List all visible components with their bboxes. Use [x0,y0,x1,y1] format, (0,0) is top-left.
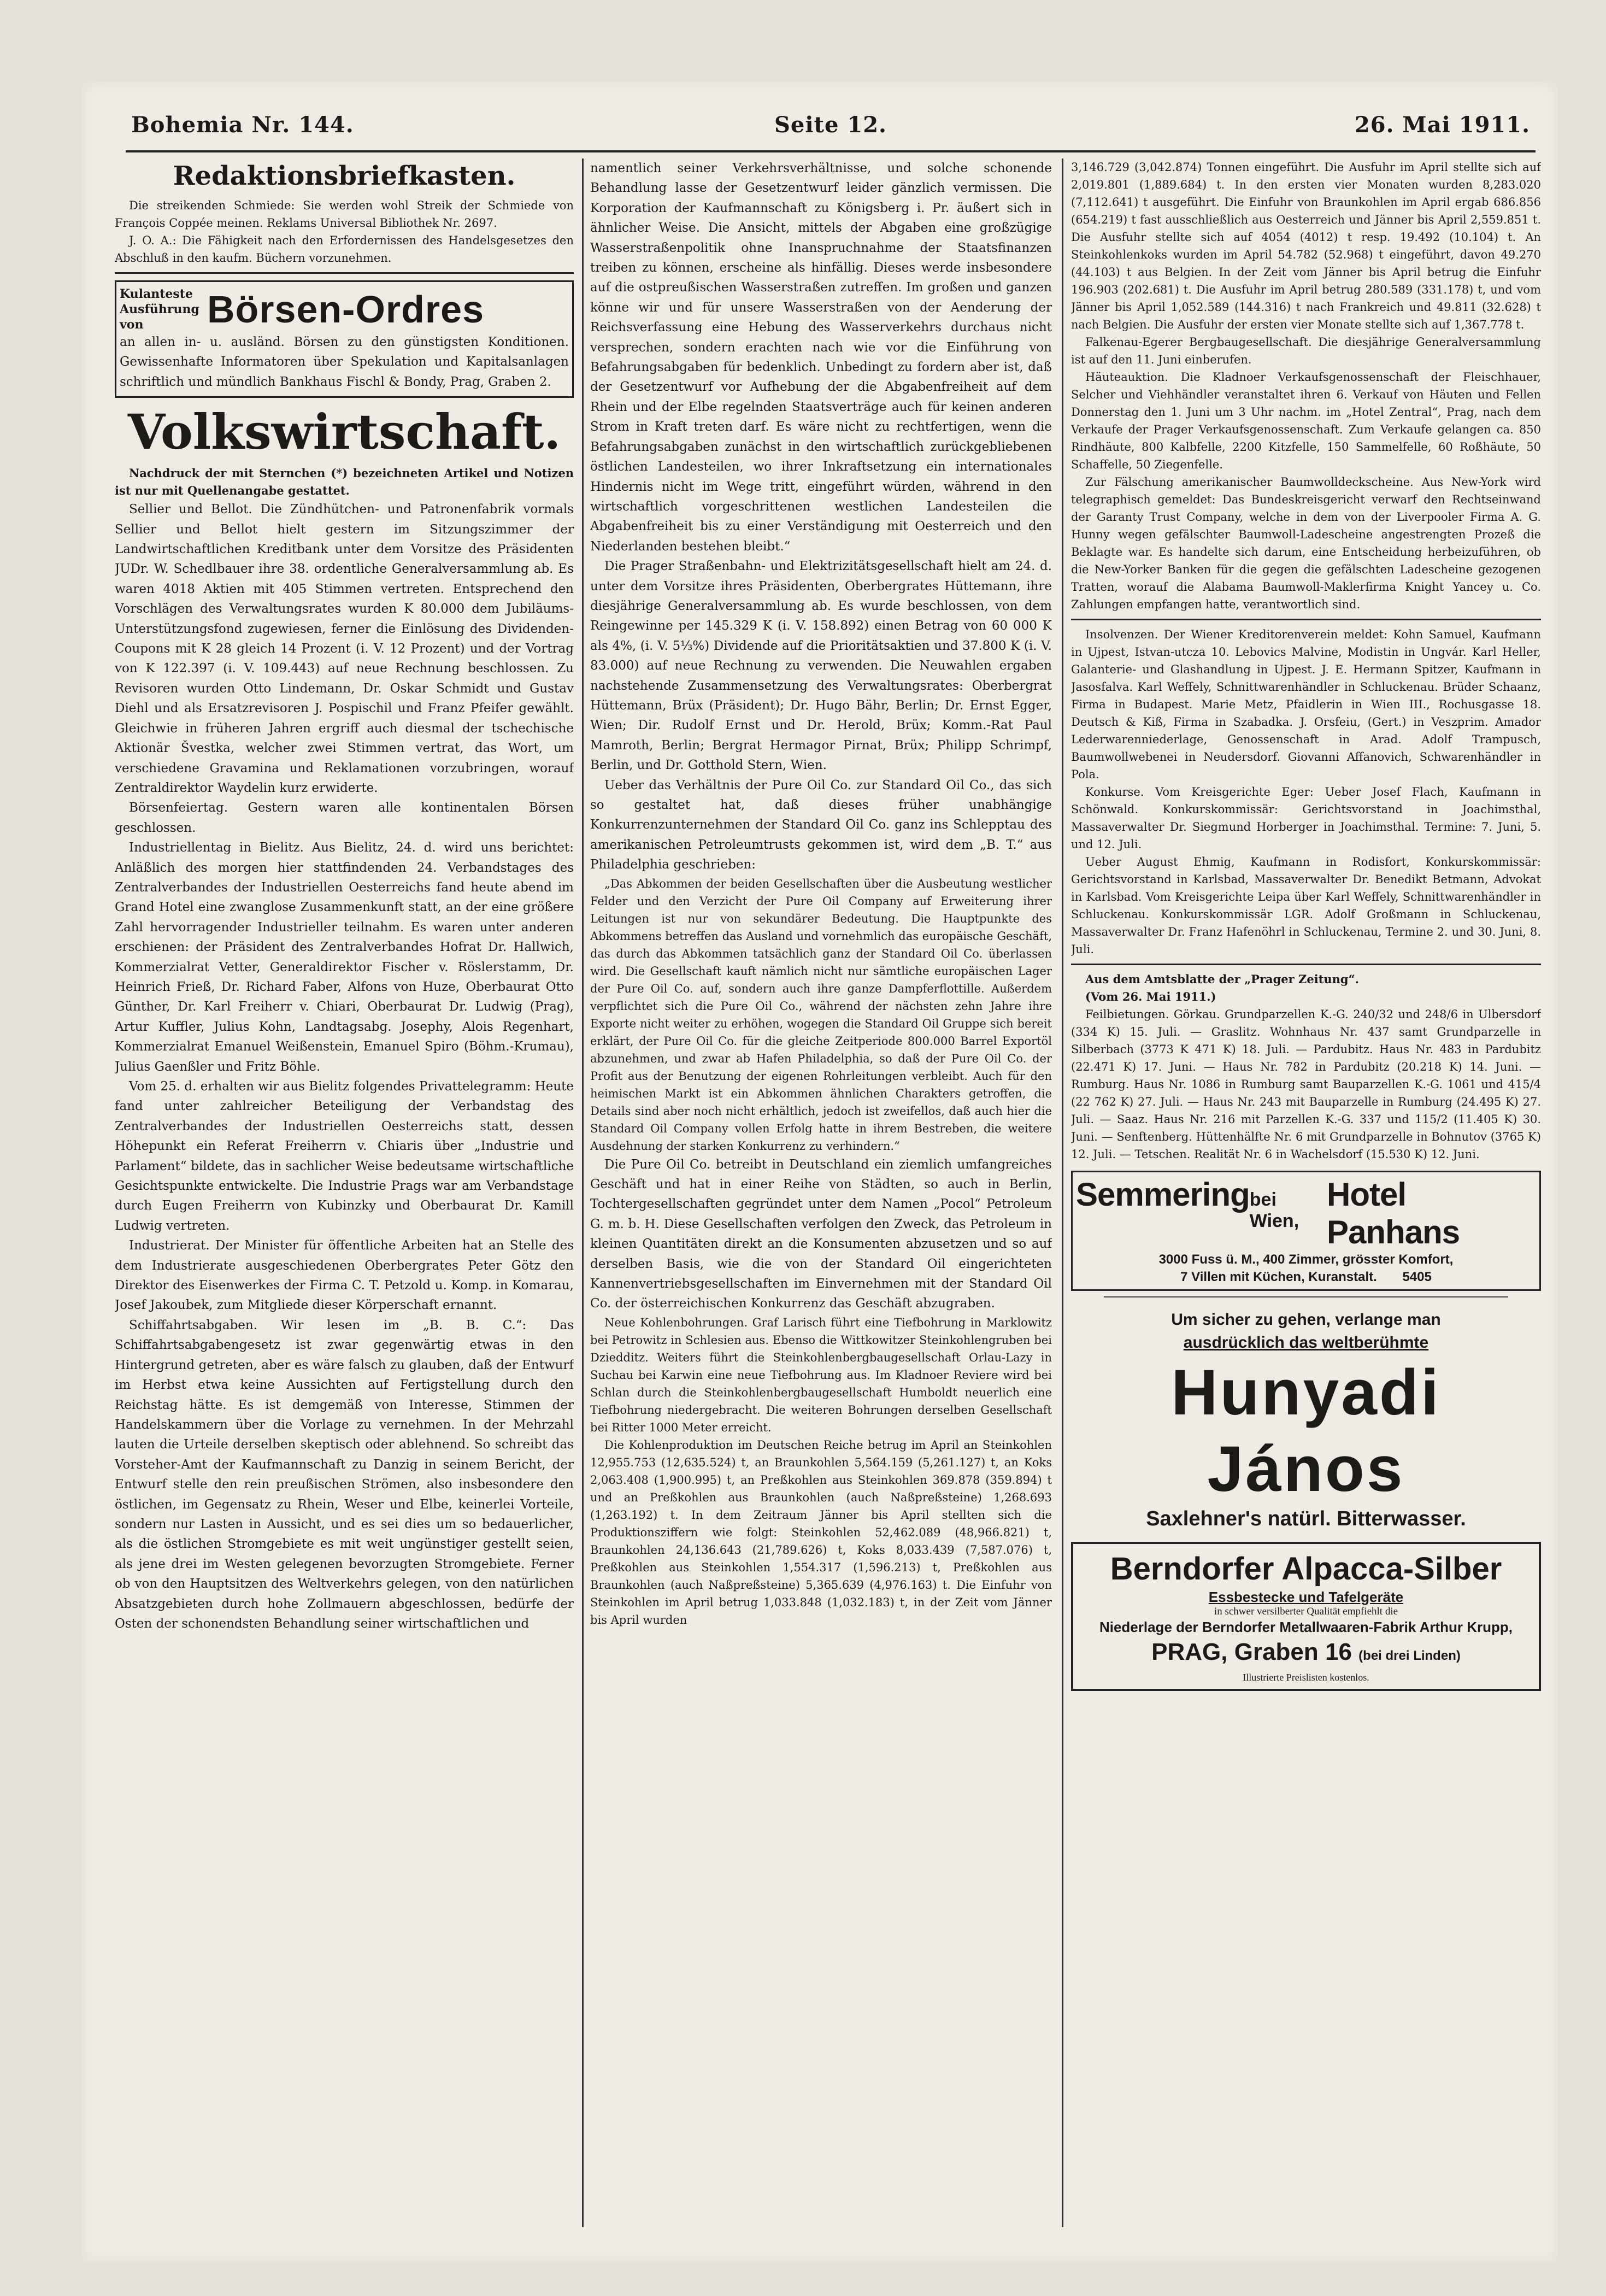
article-strassenbahn: Die Prager Straßenbahn- und Elektrizitätsgesellschaft hielt am 24. d. unter dem Vorsitze ihres Präsidenten, Oberbergrates Hüttemann, ihre diesjährige Generalversammlung ab. Es wurde beschlossen, von dem Reingewinne per 145.329 K (i. V. 158.892) einen Betrag von 60 000 K als 4%, (i. V. 5⅓%) Dividende auf die Prioritätsaktien und 37.800 K (i. V. 83.000) auf neue Rechnung zu verwenden. Die Neuwahlen ergaben nachstehende Zusammensetzung des Verwaltungsrates: Oberbergrat Hüttemann, Brüx (Präsident); Dr. Hugo Bähr, Berlin; Dr. Ernst Egger, Wien; Dir. Rudolf Ernst und Dr. Herold, Brüx; Komm.-Rat Paul Mamroth, Berlin; Bergrat Hermagor Pirnat, Brüx; Philipp Schrimpf, Berlin, und Dr. Gotthold Stern, Wien. [590,559,1052,773]
column-middle [590,158,1052,2227]
page-number: Seite 12. [774,112,887,138]
article-feilbietungen: Feilbietungen. Görkau. Grundparzellen K.-G. 240/32 und 248/6 in Ulbersdorf (334 K) 15. Juli. — Graslitz. Wohnhaus Nr. 437 samt Grundparzelle in Silberbach (3773 K 471 K) 18. Juli. — Pardubitz. Haus Nr. 483 in Pardubitz (22.471 K) 17. Juni. — Haus Nr. 782 in Pardubitz (20.218 K) 14. Juni. — Rumburg. Haus Nr. 1086 in Rumburg samt Bauparzellen K.-G. 1061 und 415/4 (22 762 K) 27. Juli. — Haus Nr. 243 mit Bauparzelle in Rumburg (24.495 K) 27. Juli. — Saaz. Haus Nr. 216 mit Parzellen K.-G. 337 und 115/2 (11.405 K) 30. Juni. — Senftenberg. Hüttenhälfte Nr. 6 mit Grundparzelle in Bohnutov (3765 K) 12. Juli. — Tetschen. Realität Nr. 6 in Wachelsdorf (15.530 K) 12. Juni. [1071,1008,1541,1161]
ad-code: 5405 [1402,1270,1432,1284]
section-title-briefkasten: Redaktionsbriefkasten. [173,161,516,191]
article-insolvenzen: Insolvenzen. Der Wiener Kreditorenverein meldet: Kohn Samuel, Kaufmann in Ujpest, Istvan-utcza 10. Lebovics Malvine, Modistin in Ungvár. Karl Heller, Galanterie- und Glashandlung in Ujpest. J. E. Hermann Spitzer, Kaufmann in Jasosfalva. Karl Weffely, Schnittwarenhändler in Schluckenau. Brüder Schaanz, Firma in Budapest. Marie Metz, Pfaidlerin in Wien III., Rochusgasse 18. Deutsch & Kiß, Firma in Szabadka. J. Orsfeiu, (Gert.) in Veszprim. Amador Lederwarenniederlage, Genossenschaft in Arad. Adolf Trampusch, Baumwollwebenei in Neudersdorf. Giovanni Affanovich, Schwarenhändler in Pola. [1071,628,1541,781]
article-boersenfeiertag: Börsenfeiertag. Gestern waren alle kontinentalen Börsen geschlossen. [115,801,574,835]
article-industriellentag-cont: Vom 25. d. erhalten wir aus Bielitz folgendes Privattelegramm: Heute fand unter zahlreicher Beteiligung der Verbandstag des Zentralverbandes der Industriellen Oesterreichs statt, dessen Höhepunkt ein Referat Freiherrn v. Chiaris über „Industrie und Parlament“ bildete, das in sachlicher Weise bedeutsame wirtschaftliche Gesichtspunkte entwickelte. Die Industrie Prags war am Verbandstage durch Eugen Freiherrn von Kubinzky und Oberbaurat Dr. Kamill Ludwig vertreten. [115,1079,574,1233]
ad-hunyadi-janos [1071,1308,1541,1531]
article-schiffahrtsabgaben-cont: namentlich seiner Verkehrsverhältnisse, und solche schonende Behandlung lasse der Gesetzentwurf leider gänzlich vermissen. Die Korporation der Kaufmannschaft zu Königsberg i. Pr. äußert sich in ähnlicher Weise. Die Ansicht, mittels der Abgaben eine großzügige Wasserstraßenpolitik ohne Inanspruchnahme der Staatsfinanzen treiben zu können, erscheine als hinfällig. Dieses werde insbesondere auf die ostpreußischen Wasserstraßen zutreffen. Im großen und ganzen könne wir und für unsere Wasserstraßen von der Aenderung der Reichsverfassung eine Hebung des Wasserverkehrs durchaus nicht versprechen, sondern erachten nach wie vor die Einführung von Befahrungsabgaben für bedenklich. Unbedingt zu fordern aber ist, daß der Gesetzentwurf vor Aufhebung der die Abgabenfreiheit auf dem Rhein und der Elbe regelnden Staatsverträge auch für keinen anderen Strom in Kraft treten darf. Es wäre nicht zu rechtfertigen, wenn die Befahrungsabgaben zunächst in den wirtschaftlich zurückgebliebenen östlichen Landesteilen, wo ihrer Inkraftsetzung ein internationales Hindernis nicht im Wege tritt, eingeführt würden, während in den wirtschaftlich vorgeschrittenen westlichen Landesteilen die Abgabenfreiheit bis zu einer Verständigung mit Oesterreich und den Niederlanden bestehen bleibt.“ [590,161,1052,554]
ad-boersen-ordres [115,280,574,398]
article-kohlenproduktion-cont: 3,146.729 (3,042.874) Tonnen eingeführt. Die Ausfuhr im April stellte sich auf 2,019.801 (1,889.684) t. In den ersten vier Monaten wurden 8,283.020 (7,112.641) t ausgeführt. Die Einfuhr von Braunkohlen im April ergab 686.856 (654.219) t fast ausschließlich aus Oesterreich und Jänner bis April 2,559.851 t. Die Ausfuhr stellte sich auf 4054 (4012) t resp. 19.492 (10.104) t. An Steinkohlenkoks wurden im April 54.782 (52.968) t eingeführt, davon 49.270 (44.103) t aus Belgien. In der Zeit vom Jänner bis April betrug die Einfuhr 196.903 (202.681) t. Die Ausfuhr im April betrug 280.589 (331.178) t, und vom Jänner bis April 1,052.589 (144.316) t nach Frankreich und 49.811 (32.628) t nach Belgien. Die Ausfuhr der ersten vier Monate stellte sich auf 1,367.778 t. [1071,161,1541,331]
article-schiffahrtsabgaben: Schiffahrtsabgaben. Wir lesen im „B. B. C.“: Das Schiffahrtsabgabengesetz ist zwar gegenwärtig etwas in den Hintergrund getreten, aber es wäre falsch zu glauben, daß der Entwurf im Herbst etwa keine Aussichten auf Fertigstellung durch den Reichstag hätte. Es ist demgemäß von Interesse, Stimmen der Handelskammern über die Vorlage zu vernehmen. In der Mehrzahl lauten die Urteile derselben skeptisch oder ablehnend. So schreibt das Vorsteher-Amt der Kaufmannschaft zu Danzig in seinem Bericht, der Entwurf stelle den rein preußischen Strömen, also insbesondere den östlichen, im Gegensatz zu Rhein, Weser und Elbe, keinerlei Vorteile, sondern nur Lasten in Aussicht, und es sei dies um so bedauerlicher, als die östlichen Stromgebiete es mit weit ungünstiger gestellt seien, als jene drei im Westen gelegenen bevorzugten Stromgebiete. Ferner ob von den Hauptsitzen des Weltverkehrs gelegen, von den natürlichen Absatzgebieten durch hohe Zollmauern abgeschlossen, bedürfe der Osten der schonendsten Behandlung seiner wirtschaftlichen und [115,1318,574,1631]
masthead [131,112,1530,145]
paper-issue: Bohemia Nr. 144. [131,112,354,138]
ad-tagline: Saxlehner's natürl. Bitterwasser. [1146,1507,1466,1530]
ad-brand: Berndorfer Alpacca-Silber [1110,1551,1502,1587]
ad-line: Essbestecke und Tafelgeräte [1208,1589,1404,1605]
divider [115,272,574,274]
ad-line: ausdrücklich das weltberühmte [1183,1334,1429,1352]
ad-headline: Börsen-Ordres [207,288,485,331]
brief-entry: J. O. A.: Die Fähigkeit nach den Erfordernissen des Handelsgesetzes den Abschluß in den kaufm. Büchern vorzunehmen. [115,234,574,265]
ad-place: Semmering [1076,1176,1250,1213]
divider [1071,964,1541,965]
ad-address-note: (bei drei Linden) [1358,1648,1461,1663]
article-kohlenbohrungen: Neue Kohlenbohrungen. Graf Larisch führt eine Tiefbohrung in Marklowitz bei Petrowitz in Schlesien aus. Ebenso die Wittkowitzer Steinkohlengruben bei Dziedditz. Weiters führt die Steinkohlenbergbaugesellschaft Orlau-Lazy in Suchau bei Karwin eine neue Tiefbohrung aus. Im Kladnoer Reviere wird bei Schlan durch die Steinkohlenbergbaugesellschaft Humboldt neuerlich eine Tiefbohrung niedergebracht. Die weiteren Bohrungen derselben Gesellschaft bei Ritter 1000 Meter erreicht. [590,1316,1052,1434]
column-divider [582,158,584,2227]
ad-hotel-name: Hotel Panhans [1327,1176,1460,1250]
column-divider [1062,158,1063,2227]
column-right [1071,158,1541,2227]
newspaper-page [82,82,1557,2263]
ad-place-sub: bei Wien, [1249,1189,1299,1231]
divider [1104,1296,1508,1297]
article-industriellentag: Industriellentag in Bielitz. Aus Bielitz, 24. d. wird uns berichtet: Anläßlich des morgen hier stattfindenden 24. Verbandstages des Zentralverbandes der Industriellen Oesterreichs fand heute abend im Grand Hotel eine zwanglose Zusammenkunft statt, an der eine größere Zahl hervorragender Industrieller teilnahm. Es waren unter anderen erschienen: der Präsident des Zentralverbandes Hofrat Dr. Hallwich, Kommerzialrat Vetter, Generaldirektor Fischer v. Röslerstamm, Dr. Heinrich Frieß, Dr. Richard Faber, Alfons von Huze, Oberbaurat Otto Günther, Dr. Karl Freiherr v. Chiari, Oberbaurat Dr. Ludwig (Prag), Artur Kuffler, Julius Kohn, Landtagsabg. Josephy, Alois Regenhart, Kommerzialrat Emanuel Weißenstein, Emanuel Spiro (Böhm.-Krumau), Julius Gaenßler und Fritz Böhle. [115,841,574,1074]
article-faelschung: Zur Fälschung amerikanischer Baumwolldeckscheine. Aus New-York wird telegraphisch gemeldet: Das Bundeskreisgericht verwarf den Rechtseinwand der Garanty Trust Company, welche in dem von der Liverpooler Firma A. G. Hunny wegen gefälschter Baumwoll-Ladescheine angestrengten Prozeß die Beklagte war. Es handelte sich darum, eine Entscheidung herbeizuführen, ob die New-Yorker Banken für die gegen die gefälschten Ladescheine gezogenen Tratten, worauf die Alabama Baumwoll-Maklerfirma Knight Yancey u. Co. Zahlungen empfangen hatte, verantwortlich sind. [1071,475,1541,611]
amtsblatt-title: Aus dem Amtsblatte der „Prager Zeitung“. [1085,972,1360,986]
ad-brand: Hunyadi János [1171,1357,1441,1505]
section-title-volkswirtschaft: Volkswirtschaft. [127,403,561,461]
ad-info: 3000 Fuss ü. M., 400 Zimmer, grösster Komfort, [1158,1252,1454,1267]
brief-entry: Die streikenden Schmiede: Sie werden wohl Streik der Schmiede von François Coppée meinen. Reklams Universal Bibliothek Nr. 2697. [115,199,574,230]
ad-kicker: Kulanteste Ausführung von [120,287,199,332]
ad-address: PRAG, Graben 16 (bei drei Linden) [1151,1639,1461,1665]
ad-body: an allen in- u. ausländ. Börsen zu den günstigsten Konditionen. Gewissenhafte Informatoren über Spekulation und Kapitalsanlagen schriftlich und mündlich Bankhaus Fischl & Bondy, Prag, Graben 2. [120,335,569,389]
ad-line: Um sicher zu gehen, verlange man [1171,1311,1441,1329]
article-pure-oil-cont: Die Pure Oil Co. betreibt in Deutschland ein ziemlich umfangreiches Geschäft und hat in einer Reihe von Städten, so auch in Berlin, Tochtergesellschaften gegründet unter dem Namen „Pocol“ Petroleum G. m. b. H. Diese Gesellschaften verfolgen den Zweck, das Petroleum in kleinen Quantitäten direkt an die Konsumenten abzusetzen und so auf derselben Basis, wie die von der Standard Oil eingerichteten Kannenvertriebsgesellschaften im Einvernehmen mit der Standard Oil Co. der österreichischen Konkurrenz das Geschäft abzugraben. [590,1157,1052,1311]
article-falkenau: Falkenau-Egerer Bergbaugesellschaft. Die diesjährige Generalversammlung ist auf den 11. Juni einberufen. [1071,336,1541,366]
ad-hotel-panhans [1071,1171,1541,1291]
amtsblatt-date: (Vom 26. Mai 1911.) [1085,990,1216,1003]
ad-line: Niederlage der Berndorfer Metallwaaren-Fabrik Arthur Krupp, [1099,1619,1513,1635]
article-konkurse-cont: Ueber August Ehmig, Kaufmann in Rodisfort, Konkurskommissär: Gerichtsvorstand in Karlsbad, Massaverwalter Dr. Benedikt Betmann, Advokat in Karlsbad. Vom Kreisgerichte Leipa über Karl Weffely, Schnittwarenhändler in Schluckenau. Konkurskommissär LGR. Adolf Großmann in Schluckenau, Massaverwalter Dr. Franz Hafenöhrl in Schluckenau, Termine 2. und 30. Juni, 8. Juli. [1071,855,1541,956]
article-kohlenproduktion: Die Kohlenproduktion im Deutschen Reiche betrug im April an Steinkohlen 12,955.753 (12,635.524) t, an Braunkohlen 5,564.159 (5,261.127) t, an Koks 2,063.408 (1,900.995) t, an Preßkohlen aus Steinkohlen 369.878 (359.894) t und an Preßkohlen aus Braunkohlen (auch Naßpreßsteine) 1,268.693 (1,263.192) t. In dem Zeitraum Jänner bis April stellten sich die Produktionsziffern wie folgt: Steinkohlen 52,462.089 (48,966.821) t, Braunkohlen 24,136.643 (21,789.626) t, Koks 8,033.439 (7,587.076) t, Preßkohlen aus Steinkohlen 1,554.317 (1,596.213) t, Preßkohlen aus Braunkohlen (auch Naßpreßsteine) 5,365.639 (4,976.163) t. Die Einfuhr von Steinkohlen im April betrug 1,033.848 (1,032.183) t, in der Zeit vom Jänner bis April wurden [590,1438,1052,1626]
column-left [115,158,574,2227]
divider [1071,619,1541,620]
reprint-note: Nachdruck der mit Sternchen (*) bezeichneten Artikel und Notizen ist nur mit Quellenangabe gestattet. [115,466,574,498]
ad-berndorfer-alpacca [1071,1542,1541,1691]
article-sellier-bellot: Sellier und Bellot. Die Zündhütchen- und Patronenfabrik vormals Sellier und Bellot hielt gestern im Sitzungszimmer der Landwirtschaftlichen Kreditbank unter dem Vorsitze des Präsidenten JUDr. W. Schedlbauer ihre 38. ordentliche Generalversammlung ab. Es waren 4018 Aktien mit 405 Stimmen vertreten. Entsprechend den Vorschlägen des Verwaltungsrates wurden K 80.000 dem Jubiläums-Unterstützungsfond zugewiesen, ferner die Einlösung des Dividenden-Coupons mit K 28 gleich 14 Prozent (i. V. 12 Prozent) und der Vortrag von K 122.397 (i. V. 109.443) auf neue Rechnung beschlossen. Zu Revisoren wurden Otto Lindemann, Dr. Oskar Schmidt und Gustav Diehl und als Ersatzrevisoren J. Pospischil und Franz Pfeifer gewählt. Gleichwie in früheren Jahren ergriff auch diesmal der tschechische Aktionär Švestka, welcher zwei Stimmen vertrat, das Wort, um verschiedene Gravamina und Reklamationen vorzubringen, worauf Zentraldirektor Waydelin kurz erwiderte. [115,502,574,795]
article-pure-oil: Ueber das Verhältnis der Pure Oil Co. zur Standard Oil Co., das sich so gestaltet hat, daß dieses früher unabhängige Konkurrenzunternehmen der Standard Oil Co. ganz ins Schlepptau des amerikanischen Petroleumtrusts gekommen ist, wird dem „B. T.“ aus Philadelphia geschrieben: [590,778,1052,872]
ad-info-2: 7 Villen mit Küchen, Kuranstalt. 5405 [1180,1270,1432,1284]
article-pure-oil-quote: „Das Abkommen der beiden Gesellschaften über die Ausbeutung westlicher Felder und den Verzicht der Pure Oil Company auf Erweiterung ihrer Leitungen ist nur von sekundärer Bedeutung. Die Hauptpunkte des Abkommens betreffen das Ausland und vornehmlich das europäische Geschäft, das durch das Abkommen tatsächlich ganz der Standard Oil Co. überlassen wird. Die Gesellschaft kauft nämlich nicht nur sämtliche europäischen Lager der Pure Oil Co. auf, sondern auch ihre ganze Dampferflottille. Außerdem verpflichtet sich die Pure Oil Co., während der nächsten zehn Jahre ihre Exporte nicht weiter zu erhöhen, wogegen die Standard Oil Gruppe sich bereit erklärt, der Pure Oil Co. für die gleiche Zeitperiode 800.000 Barrel Exportöl abzunehmen, und zwar ab Hafen Philadelphia, so daß der Pure Oil Co. der Profit aus der Benutzung der eigenen Rohrleitungen verbleibt. Auch für den heimischen Markt ist ein Abkommen ähnlichen Charakters getroffen, die Details sind aber noch nicht erhältlich, jedoch ist zweifellos, daß auch hier die Standard Oil Company vollen Erfolg hatte in ihrem Bestreben, die weitere Ausdehnung der starken Konkurrenz zu verhindern.“ [590,877,1052,1153]
article-industrierat: Industrierat. Der Minister für öffentliche Arbeiten hat an Stelle des dem Industrierate ausgeschiedenen Oberbergrates Peter Götz den Direktor des Eisenwerkes der Firma C. T. Petzold u. Komp. in Komarau, Josef Jakoubek, zum Mitgliede dieser Körperschaft ernannt. [115,1238,574,1313]
ad-line: in schwer versilberter Qualität empfiehlt die [1214,1606,1398,1617]
article-konkurse: Konkurse. Vom Kreisgerichte Eger: Ueber Josef Flach, Kaufmann in Schönwald. Konkurskommissär: Gerichtsvorstand in Joachimsthal, Massaverwalter Dr. Siegmund Horberger in Joachimsthal. Termine: 7. Juni, 5. und 12. Juli. [1071,785,1541,851]
ad-line: Illustrierte Preislisten kostenlos. [1243,1672,1369,1683]
issue-date: 26. Mai 1911. [1354,112,1530,138]
article-haeuteauktion: Häuteauktion. Die Kladnoer Verkaufsgenossenschaft der Fleischhauer, Selcher und Viehhändler veranstaltet ihren 6. Verkauf von Häuten und Fellen Donnerstag den 1. Juni um 3 Uhr nachm. im „Hotel Zentral“, Prag, nach dem Verkaufe der Prager Verkaufsgenossenschaft. Zum Verkaufe gelangen ca. 850 Rindhäute, 800 Kalbfelle, 2200 Kitzfelle, 150 Sammelfelle, 60 Roßhäute, 50 Schaffelle, 50 Ziegenfelle. [1071,371,1541,471]
masthead-rule [126,150,1536,152]
